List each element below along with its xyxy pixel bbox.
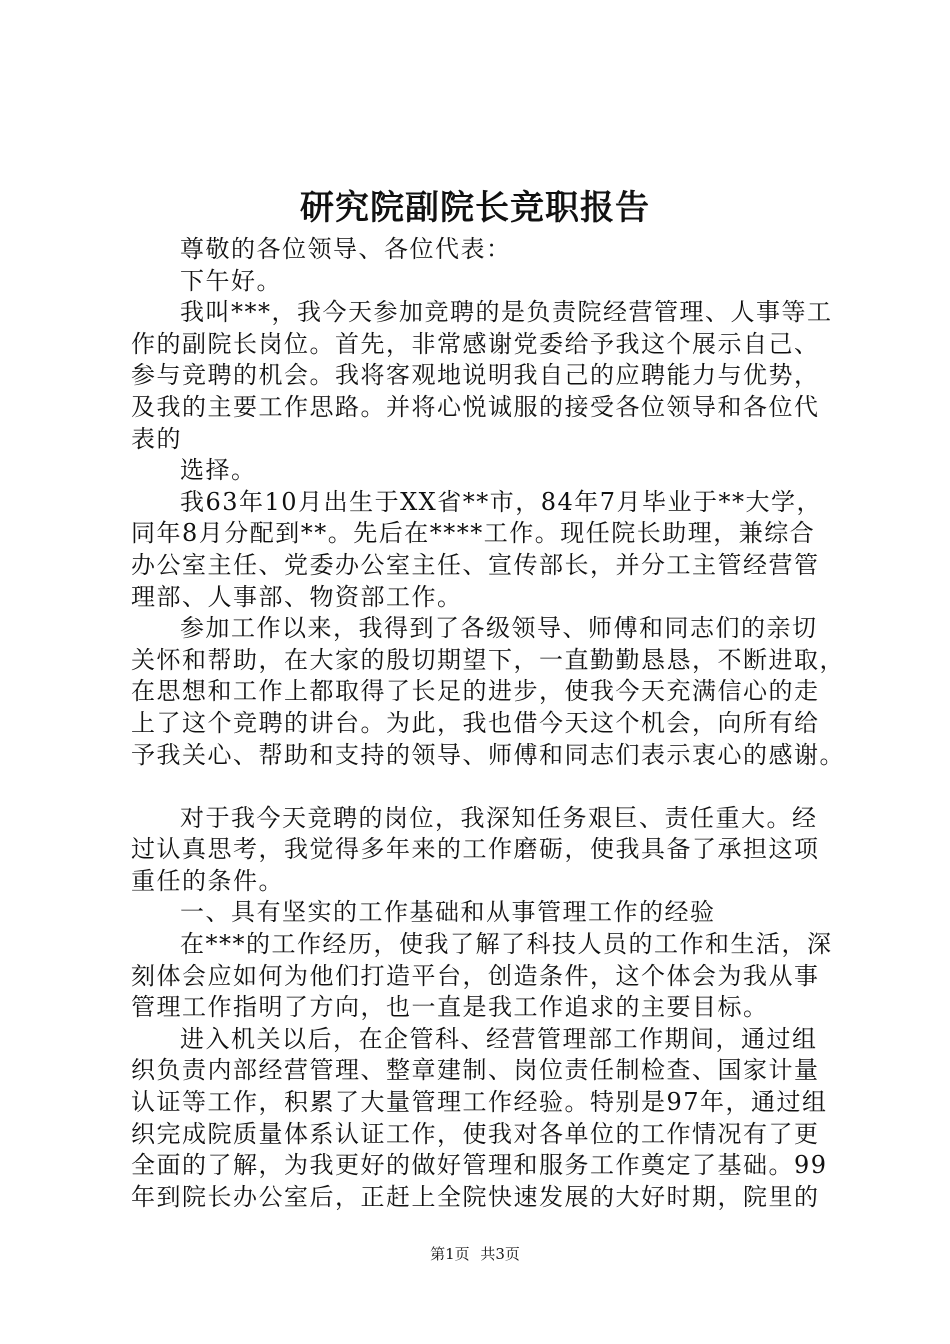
body-text-line: 重任的条件。	[131, 866, 284, 895]
body-text-line: 对于我今天竞聘的岗位，我深知任务艰巨、责任重大。经	[180, 803, 818, 832]
page-number: 第1页	[430, 1245, 470, 1263]
body-text-line: 过认真思考，我觉得多年来的工作磨砺，使我具备了承担这项	[131, 835, 820, 864]
body-text-line: 管理工作指明了方向，也一直是我工作追求的主要目标。	[131, 993, 769, 1022]
page-total: 共3页	[480, 1245, 520, 1263]
body-text-line: 表的	[131, 424, 182, 453]
body-text-line: 一、具有坚实的工作基础和从事管理工作的经验	[180, 898, 716, 927]
body-text-line: 刻体会应如何为他们打造平台，创造条件，这个体会为我从事	[131, 961, 820, 990]
body-text-line: 及我的主要工作思路。并将心悦诚服的接受各位领导和各位代	[131, 392, 820, 421]
body-text-line: 尊敬的各位领导、各位代表：	[180, 235, 512, 263]
body-text-line: 办公室主任、党委办公室主任、宣传部长，并分工主管经营管	[131, 550, 820, 579]
body-text-line: 年到院长办公室后，正赶上全院快速发展的大好时期，院里的	[131, 1182, 820, 1211]
body-text-line: 参与竞聘的机会。我将客观地说明我自己的应聘能力与优势，	[131, 361, 820, 390]
body-text-line: 关怀和帮助，在大家的殷切期望下，一直勤勤恳恳，不断进取，	[131, 645, 845, 674]
body-text-line: 参加工作以来，我得到了各级领导、师傅和同志们的亲切	[180, 614, 818, 643]
body-text-line: 认证等工作，积累了大量管理工作经验。特别是97年，通过组	[131, 1088, 828, 1117]
document-body	[131, 234, 845, 1213]
body-text-line: 织负责内部经营管理、整章建制、岗位责任制检查、国家计量	[131, 1056, 820, 1085]
body-text-line: 全面的了解，为我更好的做好管理和服务工作奠定了基础。99	[131, 1151, 828, 1180]
body-text-line: 我叫***，我今天参加竞聘的是负责院经营管理、人事等工	[180, 298, 833, 327]
body-text-line: 理部、人事部、物资部工作。	[131, 582, 463, 611]
document-title: 研究院副院长竞职报告	[300, 188, 650, 228]
body-text-line: 予我关心、帮助和支持的领导、师傅和同志们表示衷心的感谢。	[131, 740, 845, 769]
body-text-line: 同年8月分配到**。先后在****工作。现任院长助理，兼综合	[131, 519, 816, 548]
body-text-line: 在思想和工作上都取得了长足的进步，使我今天充满信心的走	[131, 677, 820, 706]
body-text-line: 我63年10月出生于XX省**市，84年7月毕业于**大学，	[180, 487, 823, 516]
body-text-line	[131, 771, 831, 803]
body-text-line: 织完成院质量体系认证工作，使我对各单位的工作情况有了更	[131, 1119, 820, 1148]
body-text-line: 作的副院长岗位。首先，非常感谢党委给予我这个展示自己、	[131, 329, 820, 358]
body-text-line: 在***的工作经历，使我了解了科技人员的工作和生活，深	[180, 930, 833, 959]
body-text-line: 下午好。	[180, 266, 282, 295]
page-footer	[0, 1244, 950, 1264]
body-text-line: 选择。	[180, 456, 257, 485]
body-text-line: 上了这个竞聘的讲台。为此，我也借今天这个机会，向所有给	[131, 708, 820, 737]
body-text-line: 进入机关以后，在企管科、经营管理部工作期间，通过组	[180, 1024, 818, 1053]
